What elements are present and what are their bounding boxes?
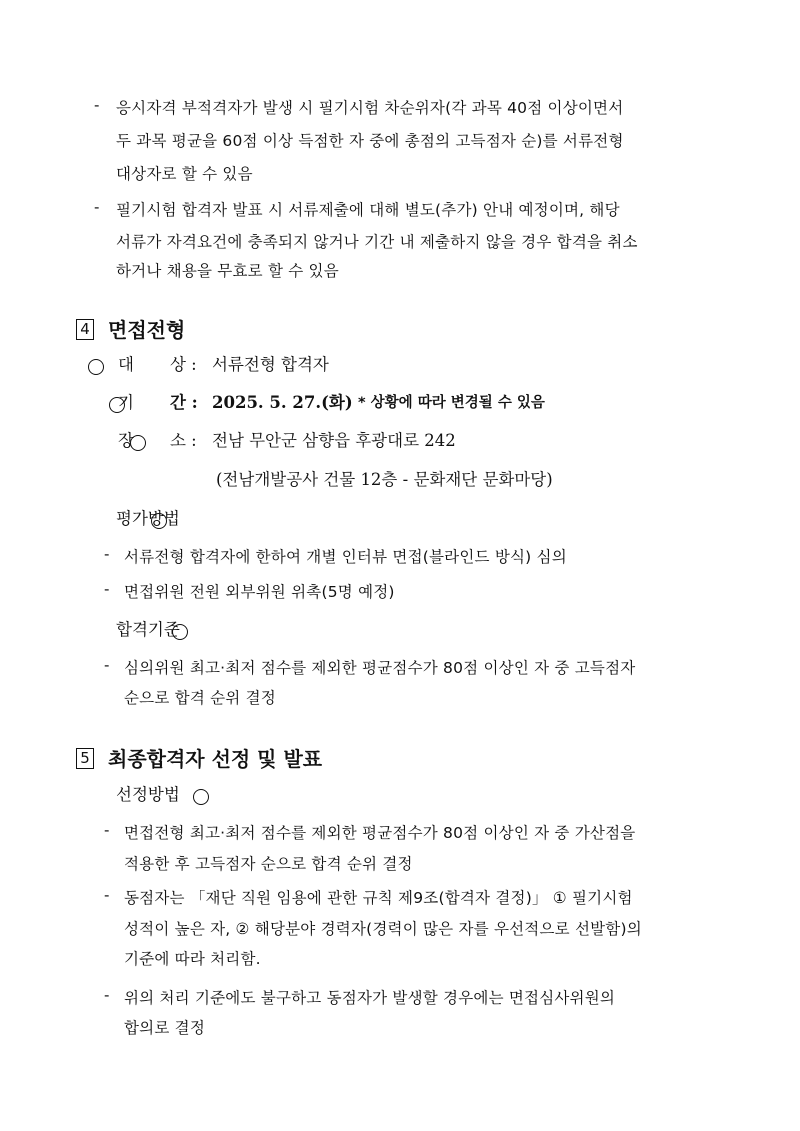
pass-title: 합격기준: [116, 620, 180, 639]
bullet-dash: -: [104, 886, 110, 904]
eval-item: 면접위원 전원 외부위원 위촉(5명 예정): [124, 583, 395, 601]
place-value: 전남 무안군 삼향읍 후광대로 242: [212, 431, 456, 450]
bullet-dash: -: [94, 96, 100, 114]
text-line: 성적이 높은 자, ② 해당분야 경력자(경력이 많은 자를 우선적으로 선발함)의: [124, 920, 642, 938]
label-place-a: 장: [118, 431, 134, 450]
method-title: 선정방법: [116, 785, 180, 804]
section-heading: [76, 314, 185, 343]
text-line: 동점자는 「재단 직원 임용에 관한 규칙 제9조(합격자 결정)」 ① 필기시험: [124, 889, 633, 907]
text-line: 적용한 후 고득점자 순으로 합격 순위 결정: [124, 855, 413, 873]
place-detail: (전남개발공사 건물 12층 - 문화재단 문화마당): [216, 470, 553, 489]
text-line: 심의위원 최고·최저 점수를 제외한 평균점수가 80점 이상인 자 중 고득점자: [124, 659, 636, 677]
text-line: 응시자격 부적격자가 발생 시 필기시험 차순위자(각 과목 40점 이상이면서: [116, 99, 624, 117]
label-period-b: 간 :: [170, 393, 198, 412]
label-place-b: 소 :: [170, 431, 197, 450]
label-period-a: 기: [118, 393, 134, 412]
bullet-dash: -: [104, 545, 110, 563]
text-line: 두 과목 평균을 60점 이상 득점한 자 중에 총점의 고득점자 순)를 서류전형: [116, 132, 624, 150]
section-heading: [76, 743, 322, 772]
bullet-dash: -: [104, 986, 110, 1004]
text-line: 대상자로 할 수 있음: [116, 165, 253, 183]
text-line: 위의 처리 기준에도 불구하고 동점자가 발생할 경우에는 면접심사위원의: [124, 989, 616, 1007]
text-line: 하거나 채용을 무효로 할 수 있음: [116, 262, 339, 280]
text-line: 기준에 따라 처리함.: [124, 950, 261, 968]
text-line: 필기시험 합격자 발표 시 서류제출에 대해 별도(추가) 안내 예정이며, 해당: [116, 201, 620, 219]
target-value: 서류전형 합격자: [212, 355, 329, 374]
period-value: 2025. 5. 27.(화): [212, 393, 353, 412]
circle-bullet-icon: [88, 359, 104, 375]
eval-item: 서류전형 합격자에 한하여 개별 인터뷰 면접(블라인드 방식) 심의: [124, 548, 567, 566]
section-number-box: 5: [76, 748, 94, 769]
label-target-a: 대: [118, 355, 134, 374]
bullet-dash: -: [104, 580, 110, 598]
eval-title: 평가방법: [116, 509, 180, 528]
section-title: 최종합격자 선정 및 발표: [108, 747, 323, 771]
section-number-box: 4: [76, 319, 94, 340]
bullet-dash: -: [104, 821, 110, 839]
text-line: 순으로 합격 순위 결정: [124, 689, 276, 707]
section-title: 면접전형: [108, 318, 186, 342]
text-line: 합의로 결정: [124, 1019, 205, 1037]
circle-bullet-icon: [193, 789, 209, 805]
text-line: 서류가 자격요건에 충족되지 않거나 기간 내 제출하지 않을 경우 합격을 취소: [116, 233, 638, 251]
label-target-b: 상 :: [170, 355, 197, 374]
bullet-dash: -: [94, 198, 100, 216]
text-line: 면접전형 최고·최저 점수를 제외한 평균점수가 80점 이상인 자 중 가산점을: [124, 824, 636, 842]
period-note: * 상황에 따라 변경될 수 있음: [358, 395, 545, 411]
bullet-dash: -: [104, 656, 110, 674]
